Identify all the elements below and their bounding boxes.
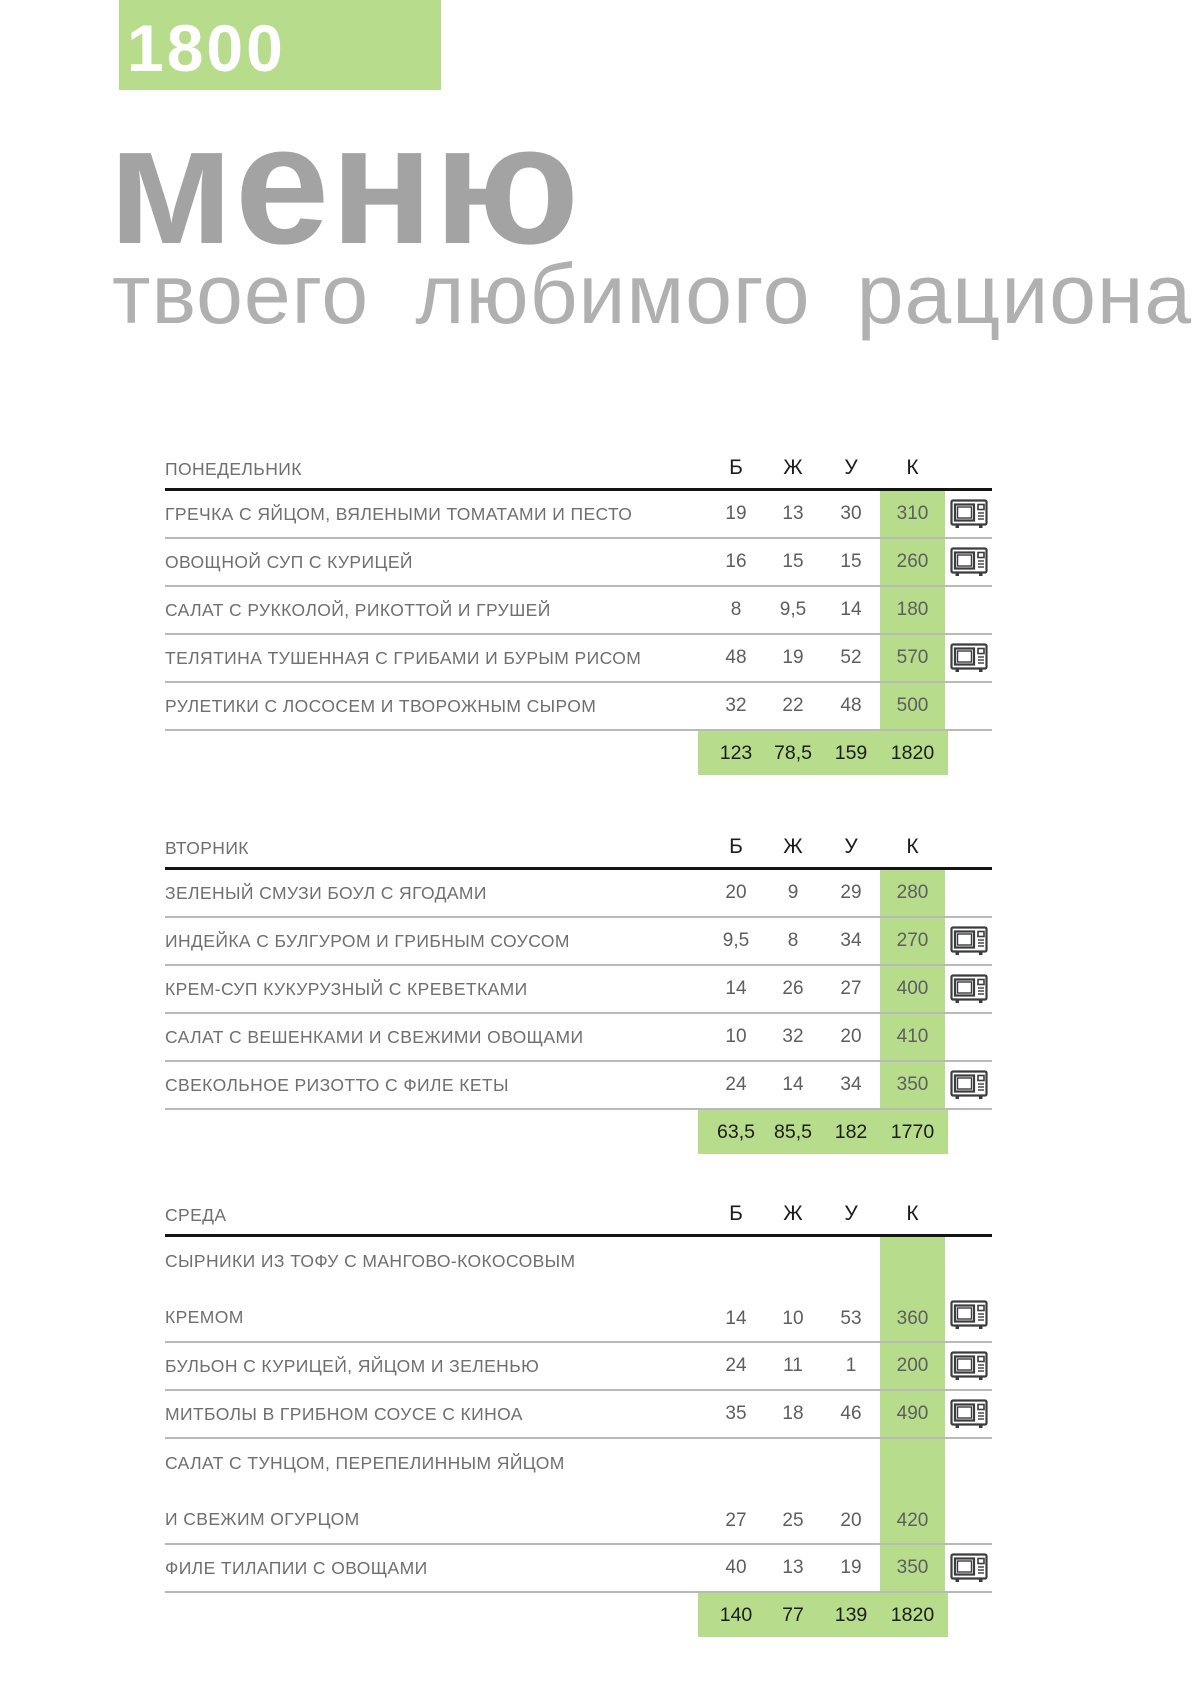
section-wednesday <box>165 1182 992 1637</box>
col-fat-label: Ж <box>783 1202 803 1225</box>
col-carbs-label: У <box>844 835 858 858</box>
total-fat: 78,5 <box>774 741 812 764</box>
protein-value: 32 <box>725 695 747 716</box>
total-carbs: 139 <box>834 1603 868 1626</box>
table-row <box>165 870 992 918</box>
carbs-value: 19 <box>840 1557 862 1578</box>
dish-name: ИНДЕЙКА С БУЛГУРОМ И ГРИБНЫМ СОУСОМ <box>165 930 570 951</box>
dish-name: МИТБОЛЫ В ГРИБНОМ СОУСЕ С КИНОА <box>165 1403 523 1424</box>
dish-name: САЛАТ С РУККОЛОЙ, РИКОТТОЙ И ГРУШЕЙ <box>165 599 551 620</box>
microwave-icon <box>945 491 992 537</box>
protein-value: 9,5 <box>722 930 750 951</box>
fat-value: 32 <box>782 1026 804 1047</box>
col-protein-label: Б <box>729 835 743 858</box>
calorie-plan-value: 1800 <box>127 11 286 85</box>
fat-value: 19 <box>782 647 804 668</box>
microwave-icon <box>945 1391 992 1437</box>
section-tuesday <box>165 815 992 1154</box>
fat-value: 13 <box>782 1557 804 1578</box>
dish-name: ОВОЩНОЙ СУП С КУРИЦЕЙ <box>165 551 413 572</box>
protein-value: 8 <box>730 599 742 620</box>
fat-value: 13 <box>782 503 804 524</box>
microwave-icon <box>945 635 992 681</box>
dish-name: ТЕЛЯТИНА ТУШЕННАЯ С ГРИБАМИ И БУРЫМ РИСОМ <box>165 647 642 668</box>
col-calories-label: К <box>906 835 919 858</box>
table-row <box>165 539 992 587</box>
calorie-plan-badge <box>119 0 441 90</box>
section-header <box>165 436 992 488</box>
calories-value: 200 <box>880 1343 945 1389</box>
section-header <box>165 815 992 867</box>
section-header <box>165 1182 992 1234</box>
total-carbs: 159 <box>834 741 868 764</box>
dish-name: СВЕКОЛЬНОЕ РИЗОТТО С ФИЛЕ КЕТЫ <box>165 1074 509 1095</box>
protein-value: 27 <box>725 1510 747 1531</box>
total-calories: 1820 <box>890 741 935 764</box>
totals-row <box>165 1110 992 1154</box>
protein-value: 24 <box>725 1355 747 1376</box>
col-fat-label: Ж <box>783 835 803 858</box>
totals-row <box>165 1593 992 1637</box>
table-row <box>165 587 992 635</box>
carbs-value: 15 <box>840 551 862 572</box>
day-title: ПОНЕДЕЛЬНИК <box>165 459 302 479</box>
total-carbs: 182 <box>834 1120 868 1143</box>
section-monday <box>165 436 992 775</box>
calories-value: 500 <box>880 683 945 729</box>
fat-value: 22 <box>782 695 804 716</box>
carbs-value: 30 <box>840 503 862 524</box>
col-carbs-label: У <box>844 1202 858 1225</box>
microwave-icon <box>945 966 992 1012</box>
calories-value: 270 <box>880 918 945 964</box>
carbs-value: 52 <box>840 647 862 668</box>
day-title: СРЕДА <box>165 1205 227 1225</box>
microwave-icon <box>945 1062 992 1108</box>
dish-name: ФИЛЕ ТИЛАПИИ С ОВОЩАМИ <box>165 1557 428 1578</box>
microwave-icon <box>945 918 992 964</box>
microwave-icon <box>945 539 992 585</box>
carbs-value: 29 <box>840 882 862 903</box>
total-protein: 123 <box>719 741 753 764</box>
protein-value: 40 <box>725 1557 747 1578</box>
fat-value: 9,5 <box>779 599 807 620</box>
carbs-value: 20 <box>840 1026 862 1047</box>
fat-value: 11 <box>783 1355 803 1376</box>
carbs-value: 1 <box>845 1355 857 1376</box>
total-protein: 140 <box>719 1603 753 1626</box>
protein-value: 16 <box>725 551 747 572</box>
total-fat: 77 <box>782 1603 804 1626</box>
col-carbs-label: У <box>844 456 858 479</box>
table-row <box>165 491 992 539</box>
protein-value: 48 <box>725 647 747 668</box>
table-row <box>165 918 992 966</box>
fat-value: 15 <box>782 551 804 572</box>
carbs-value: 53 <box>840 1308 862 1329</box>
calories-value: 350 <box>880 1545 945 1591</box>
protein-value: 14 <box>725 978 747 999</box>
microwave-icon <box>945 1237 992 1341</box>
calories-value: 410 <box>880 1014 945 1060</box>
microwave-icon <box>945 1343 992 1389</box>
calories-value: 180 <box>880 587 945 633</box>
total-fat: 85,5 <box>774 1120 812 1143</box>
page-subtitle: твоего любимого рациона <box>112 247 1193 341</box>
dish-name: ЗЕЛЕНЫЙ СМУЗИ БОУЛ С ЯГОДАМИ <box>165 882 487 903</box>
protein-value: 19 <box>725 503 747 524</box>
table-row <box>165 683 992 731</box>
dish-name: РУЛЕТИКИ С ЛОСОСЕМ И ТВОРОЖНЫМ СЫРОМ <box>165 695 597 716</box>
fat-value: 26 <box>782 978 804 999</box>
fat-value: 14 <box>782 1074 804 1095</box>
table-row <box>165 1343 992 1391</box>
table-row <box>165 966 992 1014</box>
dish-name: САЛАТ С ТУНЦОМ, ПЕРЕПЕЛИННЫМ ЯЙЦОМ И СВЕЖИМ ОГУРЦОМ <box>165 1453 565 1529</box>
carbs-value: 34 <box>840 930 862 951</box>
table-row <box>165 1545 992 1593</box>
dish-name: КРЕМ-СУП КУКУРУЗНЫЙ С КРЕВЕТКАМИ <box>165 978 528 999</box>
total-calories: 1820 <box>890 1603 935 1626</box>
fat-value: 25 <box>782 1510 804 1531</box>
calories-value: 260 <box>880 539 945 585</box>
protein-value: 14 <box>725 1308 747 1329</box>
dish-name: СЫРНИКИ ИЗ ТОФУ С МАНГОВО-КОКОСОВЫМ КРЕМОМ <box>165 1251 576 1327</box>
day-title: ВТОРНИК <box>165 838 249 858</box>
protein-value: 10 <box>725 1026 747 1047</box>
table-row <box>165 1014 992 1062</box>
microwave-icon <box>945 1545 992 1591</box>
calories-value: 490 <box>880 1391 945 1437</box>
col-calories-label: К <box>906 456 919 479</box>
carbs-value: 34 <box>840 1074 862 1095</box>
calories-value: 350 <box>880 1062 945 1108</box>
carbs-value: 27 <box>840 978 862 999</box>
col-protein-label: Б <box>729 1202 743 1225</box>
protein-value: 24 <box>725 1074 747 1095</box>
fat-value: 9 <box>787 882 799 903</box>
fat-value: 18 <box>782 1403 804 1424</box>
table-row <box>165 1237 992 1343</box>
calories-value: 280 <box>880 870 945 916</box>
calories-value: 570 <box>880 635 945 681</box>
protein-value: 20 <box>725 882 747 903</box>
calories-value: 420 <box>880 1439 945 1543</box>
carbs-value: 20 <box>840 1510 862 1531</box>
total-protein: 63,5 <box>717 1120 755 1143</box>
fat-value: 8 <box>787 930 799 951</box>
calories-value: 400 <box>880 966 945 1012</box>
dish-name: БУЛЬОН С КУРИЦЕЙ, ЯЙЦОМ И ЗЕЛЕНЬЮ <box>165 1355 540 1376</box>
totals-row <box>165 731 992 775</box>
carbs-value: 46 <box>840 1403 862 1424</box>
protein-value: 35 <box>725 1403 747 1424</box>
table-row <box>165 635 992 683</box>
fat-value: 10 <box>782 1308 804 1329</box>
calories-value: 310 <box>880 491 945 537</box>
total-calories: 1770 <box>890 1120 935 1143</box>
carbs-value: 14 <box>840 599 862 620</box>
menu-table <box>165 436 992 1637</box>
col-calories-label: К <box>906 1202 919 1225</box>
dish-name: САЛАТ С ВЕШЕНКАМИ И СВЕЖИМИ ОВОЩАМИ <box>165 1026 584 1047</box>
col-protein-label: Б <box>729 456 743 479</box>
dish-name: ГРЕЧКА С ЯЙЦОМ, ВЯЛЕНЫМИ ТОМАТАМИ И ПЕСТО <box>165 503 633 524</box>
table-row <box>165 1062 992 1110</box>
carbs-value: 48 <box>840 695 862 716</box>
calories-value: 360 <box>880 1237 945 1341</box>
col-fat-label: Ж <box>783 456 803 479</box>
table-row <box>165 1391 992 1439</box>
table-row <box>165 1439 992 1545</box>
page-title: меню <box>108 90 581 280</box>
